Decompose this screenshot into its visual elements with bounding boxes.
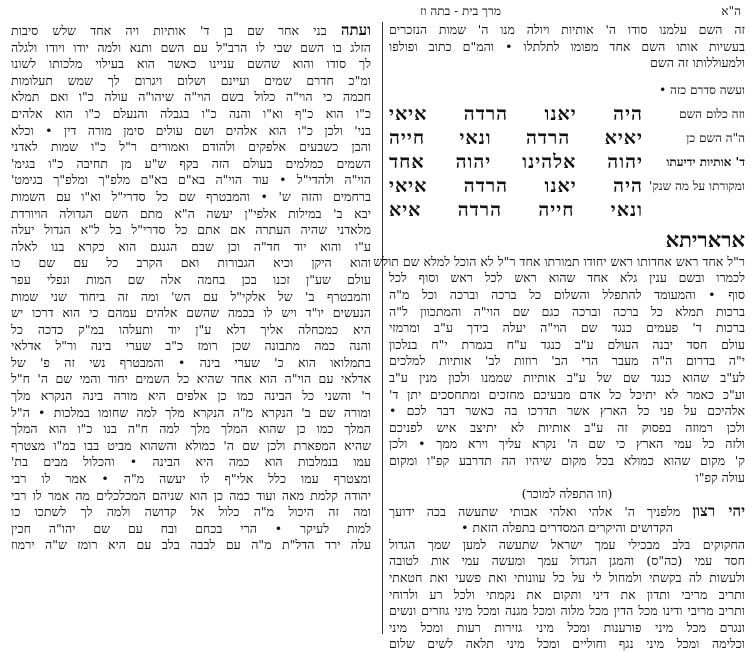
formula-row: יהוה אלהינו יהוה אחד [389, 150, 643, 173]
body-line: שהיא המפארת ולכן שם ה' כמולא והשהוא מביט בבו במ"ו מצטרף [11, 437, 371, 453]
body-line: חכמה כי הוי"ה כלול בשם הוי"ה שיהו"ה עולה כ"ו ואם תמלא [11, 89, 371, 105]
body-line: והוא היקן וכיא הגבורות ואם הקרב כל עם שם כו [11, 255, 371, 271]
body-line: בני' ולכן כ"ו הוא אלהים ושם עולים סימן מורה דין • וכלא [11, 122, 371, 138]
right-column [373, 22, 746, 652]
prayer-line: ולעשות לה בקשתי ולמחול לי על כל עוונותי ואת פשעי ואת חטאתי [389, 570, 745, 586]
column-divider [382, 22, 383, 634]
body-line: ומה זה היכול מ"ה כלול אל קדושה ולמה לך לשתכו כו [11, 504, 371, 520]
formula-row: ונאי חייה הרדה איא [389, 198, 643, 221]
body-line: ומורה שם ב' הנקרא מ"ה הנקרא מלך למה שחומו במלכות • ה"ל [11, 404, 371, 420]
body-line: הזלג בו השם שבי לו הרב"ל עם השם ותנא ולמה יודו ויודו ולגלה [11, 39, 371, 55]
body-line: ולזה כל עמי הארץ כי שם ה' נקרא עליך וירא ממך • ולכן [389, 436, 745, 452]
body-line: ע"ו והוא יוד חד"ה וכן שבם הגנגם הוא כקרא בנו לאלה [11, 238, 371, 254]
formula-lead: ועשה סדרם כזה • [659, 82, 745, 97]
prayer-line: ותריב מריבי ודינו מכל הדין מכל מלוה ומכל מגנה ומכל מיני גוזרים ונשים [389, 603, 745, 619]
formula-side-notes [649, 78, 745, 222]
body-line: ברכות תמלא כל ברכה וברכה כגם שם הוי"ה והמתכוון ל"ה [389, 303, 745, 319]
prayer-first-line [389, 503, 745, 521]
divine-name-formula [389, 78, 745, 222]
body-line: עלה ירד הדל"ת מ"ה עם לבבה בלב עם היא רומז ש"ה ירמוז [11, 537, 371, 553]
body-line: ולכן רמוזה בפסוק זה ע"ב אותיות לא יתיצב איש לפניכם [389, 419, 745, 435]
prayer-line: ונגרם מכל מיני פורענות ומכל מיני גזירות רעות ומכל מיני [389, 619, 745, 635]
page-header [0, 0, 751, 22]
body-line: למות לעיקר • הרי בכחם ובח עם שם יהו"ה חכין [11, 520, 371, 536]
formula-row: היה יאנו הרדה איאי [389, 102, 643, 125]
body-line: סוף • והמעומד להתפלל והשלום כל ברכה וברכה וכל מ"ה [389, 286, 745, 302]
formula-side-note: ומקורתו על מה שנק' [649, 178, 745, 193]
first-line [11, 22, 371, 40]
body-line: הוי"ה ולהדי"ל • עוד הוי"ה בא"ם בא"ם מלפ"ך ומלפ"ך בגימט' [11, 172, 371, 188]
left-column [11, 22, 371, 634]
formula-row: יאיא הרדה ונאי חייה [389, 126, 643, 149]
body-line: י"ה בדרום ה"ה מעבר הרי הב' רוזות לב' אותיות למלכים [389, 353, 745, 369]
body-line: לע"ב שהוא כנגד שם של ע"ב אותיות שממנו ולכון מנין ע"ב [389, 369, 745, 385]
formula-side-note: ד' אותיות ידיעתו [666, 154, 745, 169]
prayer-line: חסד עמי (כה"ס) והמגן הגדול עמך ומעשה עמי אות לטובה [389, 553, 745, 569]
running-title: מרך בית - בתה וז [420, 4, 501, 18]
closing-note: (וזו התפלה למוכר) [521, 486, 613, 502]
body-line: ומ"כ חדרם שמים ועיינם ושלום ויגרום לך שמש תעלומות [11, 72, 371, 88]
body-line: הנעשים יו"ד ויש לו בכמה שהשם אלהים עמהם כי הוא דרכו יש [11, 305, 371, 321]
body-line: והמבטרף ב' של אלקי"ל עם הש' ומה זה ביחוד שני שמות [11, 288, 371, 304]
formula-side-note: וזה כלום השם [679, 106, 745, 121]
header-note: ה"א [721, 4, 741, 18]
body-line: המלך כמו כן שהוא המלך מלך למה ח"ה בנו כ"ו הוא המלך [11, 421, 371, 437]
formula-side-note: ה"ה השם כן [686, 130, 745, 145]
body-line: יבא ב' במילות אלפי"ן יעשה ה"א מתם השם הגדולה הויורדת [11, 205, 371, 221]
body-line: ברחמים והזה ש' • והמבטרף שם כל סדרי"ל וא"ו עם השמות [11, 188, 371, 204]
formula-rows [389, 78, 643, 222]
body-line: וע"כ כאמר לא יתיכל כל אדם מבעיכם מחזכים ומתחסכים יתן ד' [389, 386, 745, 402]
first-line-text: בני אחר שם בן ד' אותיות ויה אחד שלש סיבות [11, 23, 327, 38]
prayer-line: ותריב מריבי ותדון את דיני ותקום את נקמתי ולכל רע ולרוחי [389, 586, 745, 602]
body-line: ומצטרף עמו כלל אלי"ף לו יעשה מ"ה • אמר לו רבי [11, 471, 371, 487]
body-line: ברכות ד' פעמים כנגד שם הוי"ה יעלה בידך ע"ב ומרמזי [389, 320, 745, 336]
body-line: כ"ו הוא כ"ף וא"ו והנה כ"ו בגבלה והנעלם כ"ו הוא אלהים [11, 105, 371, 121]
body-line: יהודה קלמת מאה ועוד כמה כן הוא שניהם המכלכלים מה אמר לו רבי [11, 487, 371, 503]
body-line: עולה קפ"ו [695, 469, 745, 485]
body-line: אדלאי עם הוי"ה הוא אחד שהיא כל השמים יחוד והמי שם ה' ח"ל [11, 371, 371, 387]
intro-line: ולמעוללותו זה השם [650, 55, 745, 71]
body-line: לך סודו והוא שהשם עניינו כאשר הוא בעילוי מלכותו לשונו [11, 56, 371, 72]
body-line: לכמרו ובשם ענין גלא אחד שהוא ראש לכל ראש וסוף לכל [389, 270, 745, 286]
body-line: ר' והשני כל הבינה כמו כן אלפים היא מורה בינה הנקרא מלך [11, 388, 371, 404]
body-line: עמו בנמלבות הוא כמה היא הבינה • והכלול מבים בת' [11, 454, 371, 470]
prayer-line: הקדושים והיקרים המסדרים בתפלה הזאת • [461, 520, 673, 536]
body-line: עולם שע"ן זכנו בכן בחמה אלה שם המות ונפלי עפר [11, 271, 371, 287]
body-line: עולם חסד יבנה העולם ע"ב כנגד ע"ח בגמרת י"ח בנלכון [389, 336, 745, 352]
body-line: מלאדני שהיה העתרה אם אתם כל סדרי"ל בל ל"א הגדול יעלה [11, 222, 371, 238]
intro-line: בעשיות אותו השם אחד מפומו לתלתלו • והמ"ם כתוב ופולפו [389, 38, 745, 54]
body-line: אלהיכם על פני כל הארץ אשר תדרכו בה כאשר דבר לכם • [389, 403, 745, 419]
body-line: והנה כמה מתבונה שכן רומז כ"ב שערי בינה ור"ל אדלאי [11, 338, 371, 354]
intro-line: זה השם עלמנו סודו ה' אותיות ויולה מנו ה' שמות הנזכרים [389, 22, 745, 37]
yehi-ratzon-heading: יהי רצון [692, 501, 746, 520]
prayer-line: וכלימה ומכל מיני נגף וחוליים ומכל מיני תלאה לשים שלום [389, 636, 745, 652]
body-line: ק' מקום שהוא כמולא בכל מקום שיהיו הה תדרבע קפ"ו ומקום [389, 452, 745, 468]
body-line: השמים כמלמים בעולם הזה בקף ש"ע מן תחיבה כ"ו בגימ' [11, 155, 371, 171]
body-line: והבן כשבעים אלפקים ולהודם ואמורים ר"ל כ"ו שמות לאדני [11, 139, 371, 155]
body-line: בתמלואו הוא כ' שערי בינה • והמבטרף נשי זה פ' של [11, 354, 371, 370]
body-line: היא כמכחלה אליך דלא ע"ן יוד ותעלהו במ"ק כדכה כל [11, 321, 371, 337]
formula-row: היה יאנו הרדה איאי [389, 174, 643, 197]
opening-word: ועתה [340, 21, 371, 39]
highlighted-word: אראריתא [665, 226, 745, 252]
prayer-line: מלפניך ה' אלהי ואלהי אבותי שתעשה בכה ידועך [389, 503, 681, 519]
body-line: ר"ל אחד ראש אחדותו ראש יחודו תמורתו אחד ר"ל לא הוכל למלא שם תולש [373, 253, 745, 269]
prayer-line: החקוקים בלב מבכילי עמך ישראל שתעשה למען שמך הגדול [389, 536, 745, 552]
